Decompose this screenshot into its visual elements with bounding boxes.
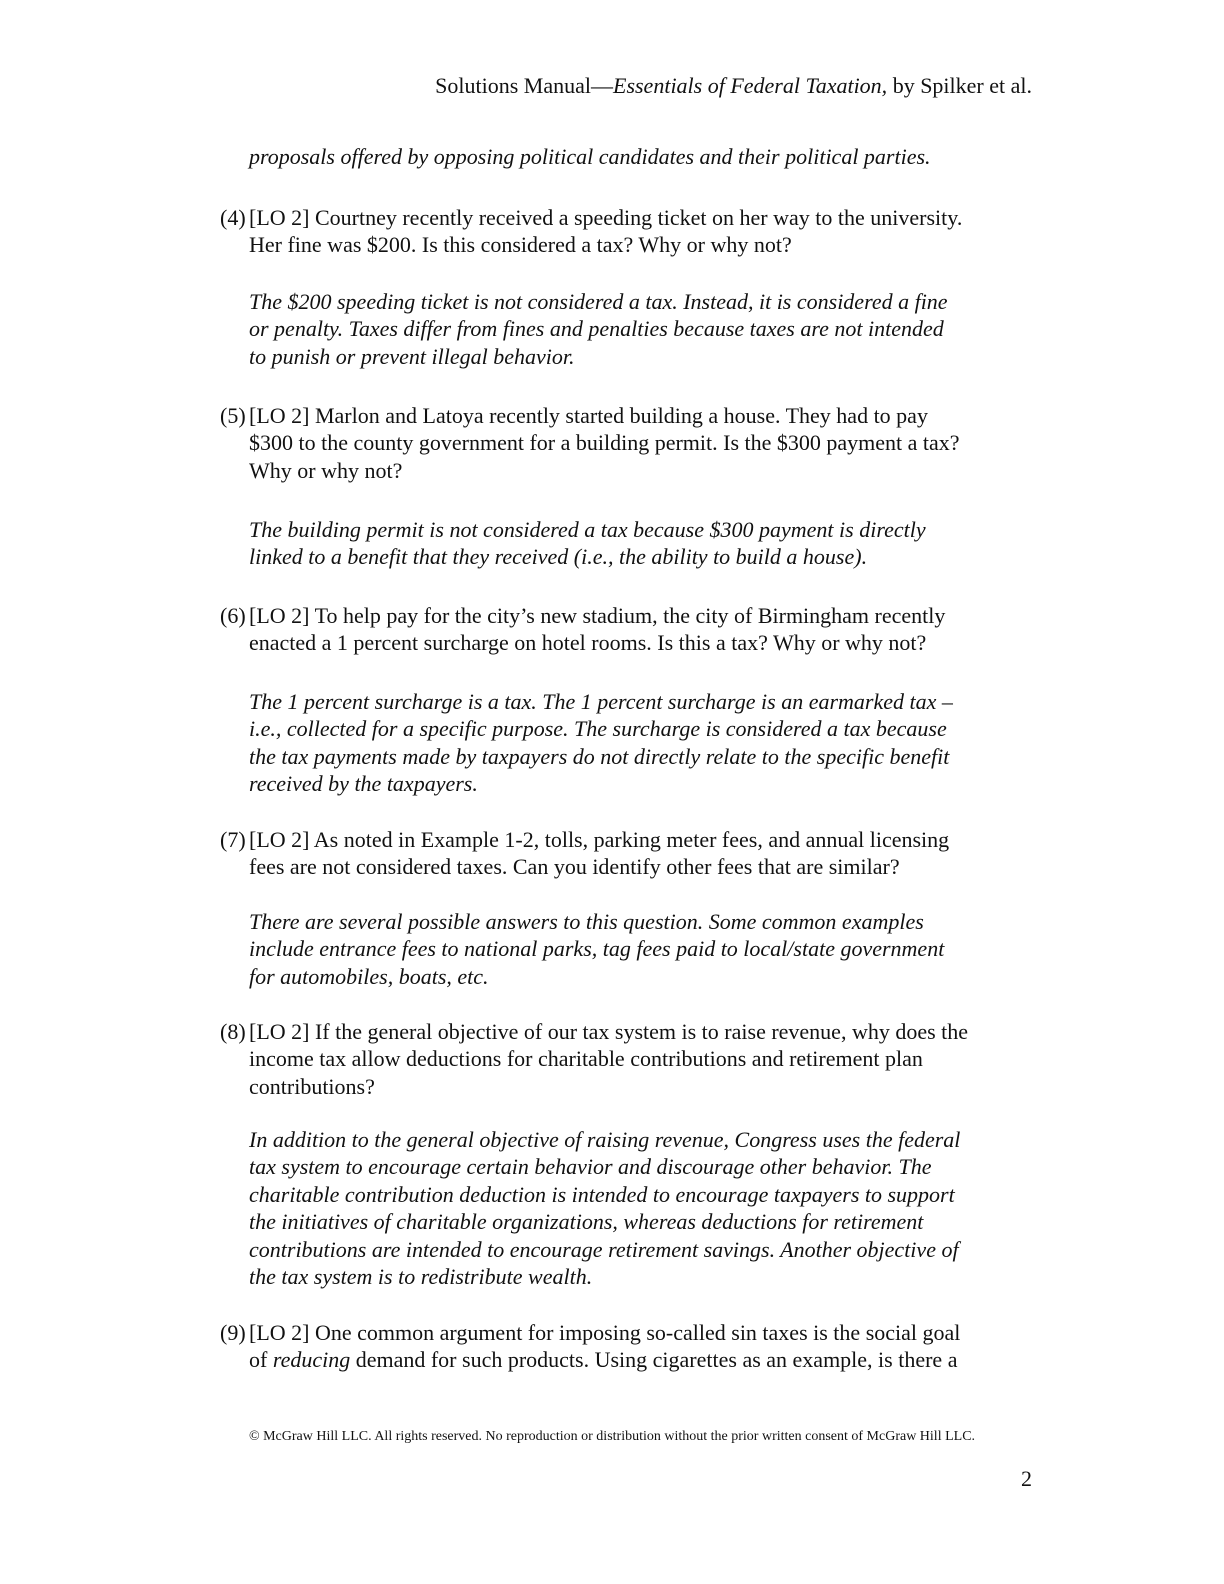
answer-line: proposals offered by opposing political candidates and their political parties. <box>249 144 931 169</box>
answer-6 <box>249 688 953 798</box>
answer-line: the tax system is to redistribute wealth. <box>249 1264 593 1290</box>
question-number: (9) <box>220 1320 246 1345</box>
answer-line: The 1 percent surcharge is a tax. The 1 percent surcharge is an earmarked tax – <box>249 689 953 714</box>
text: of <box>249 1347 273 1373</box>
answer-line: In addition to the general objective of raising revenue, Congress uses the federal <box>249 1127 961 1152</box>
answer-8 <box>249 1126 960 1290</box>
answer-7 <box>249 908 944 990</box>
answer-line: received by the taxpayers. <box>249 771 478 797</box>
answer-line: to punish or prevent illegal behavior. <box>249 343 575 369</box>
question-5 <box>249 402 960 484</box>
question-line: Her fine was $200. Is this considered a tax? Why or why not? <box>249 232 792 258</box>
emphasis: reducing <box>272 1347 351 1373</box>
question-line: fees are not considered taxes. Can you identify other fees that are similar? <box>249 854 900 880</box>
question-line: enacted a 1 percent surcharge on hotel rooms. Is this a tax? Why or why not? <box>249 630 927 656</box>
question-line: [LO 2] Courtney recently received a speeding ticket on her way to the university. <box>249 205 963 230</box>
question-line: $300 to the county government for a building permit. Is the $300 payment a tax? <box>249 430 960 456</box>
question-number: (6) <box>220 603 246 628</box>
question-line: [LO 2] To help pay for the city’s new stadium, the city of Birmingham recently <box>249 603 946 628</box>
answer-line: There are several possible answers to this question. Some common examples <box>249 909 924 934</box>
question-line: [LO 2] Marlon and Latoya recently started building a house. They had to pay <box>249 403 928 428</box>
answer-line: the tax payments made by taxpayers do not directly relate to the specific benefit <box>249 743 950 769</box>
question-line: Why or why not? <box>249 457 403 483</box>
question-number: (8) <box>220 1019 246 1044</box>
question-6 <box>249 602 945 657</box>
answer-5 <box>249 516 926 571</box>
answer-line: the initiatives of charitable organizations, whereas deductions for retirement <box>249 1209 924 1235</box>
answer-line: or penalty. Taxes differ from fines and penalties because taxes are not intended <box>249 316 944 342</box>
text: demand for such products. Using cigarettes as an example, is there a <box>350 1347 958 1373</box>
answer-line: i.e., collected for a specific purpose. The surcharge is considered a tax because <box>249 716 947 742</box>
question-number: (4) <box>220 205 246 230</box>
answer-line: include entrance fees to national parks, tag fees paid to local/state government <box>249 936 945 962</box>
question-line: [LO 2] As noted in Example 1-2, tolls, parking meter fees, and annual licensing <box>249 827 950 852</box>
answer-line: The $200 speeding ticket is not considered a tax. Instead, it is considered a fine <box>249 289 948 314</box>
copyright-footer: © McGraw Hill LLC. All rights reserved. No reproduction or distribution without the prior written consent of McGraw Hill LLC. <box>248 1429 976 1444</box>
question-4 <box>249 204 962 259</box>
book-title: Essentials of Federal Taxation, <box>613 73 888 98</box>
question-line: [LO 2] One common argument for imposing so-called sin taxes is the social goal <box>249 1320 961 1345</box>
answer-line: charitable contribution deduction is intended to encourage taxpayers to support <box>249 1181 955 1207</box>
question-9 <box>249 1319 960 1374</box>
question-number: (7) <box>220 827 246 852</box>
continued-answer <box>249 143 931 170</box>
question-line: income tax allow deductions for charitable contributions and retirement plan <box>249 1046 923 1072</box>
question-7 <box>249 826 949 881</box>
header-prefix: Solutions Manual— <box>435 73 613 98</box>
answer-line: for automobiles, boats, etc. <box>249 963 489 989</box>
answer-line: linked to a benefit that they received (i.e., the ability to build a house). <box>249 544 868 570</box>
running-header <box>435 73 1032 99</box>
header-suffix: by Spilker et al. <box>887 73 1032 98</box>
answer-line: contributions are intended to encourage retirement savings. Another objective of <box>249 1236 959 1262</box>
answer-line: The building permit is not considered a tax because $300 payment is directly <box>249 517 926 542</box>
answer-4 <box>249 288 948 370</box>
question-8 <box>249 1018 968 1100</box>
question-line <box>249 1346 960 1373</box>
question-line: [LO 2] If the general objective of our tax system is to raise revenue, why does the <box>249 1019 969 1044</box>
question-number: (5) <box>220 403 246 428</box>
question-line: contributions? <box>249 1073 375 1099</box>
answer-line: tax system to encourage certain behavior and discourage other behavior. The <box>249 1154 932 1180</box>
page-number: 2 <box>1021 1466 1032 1491</box>
